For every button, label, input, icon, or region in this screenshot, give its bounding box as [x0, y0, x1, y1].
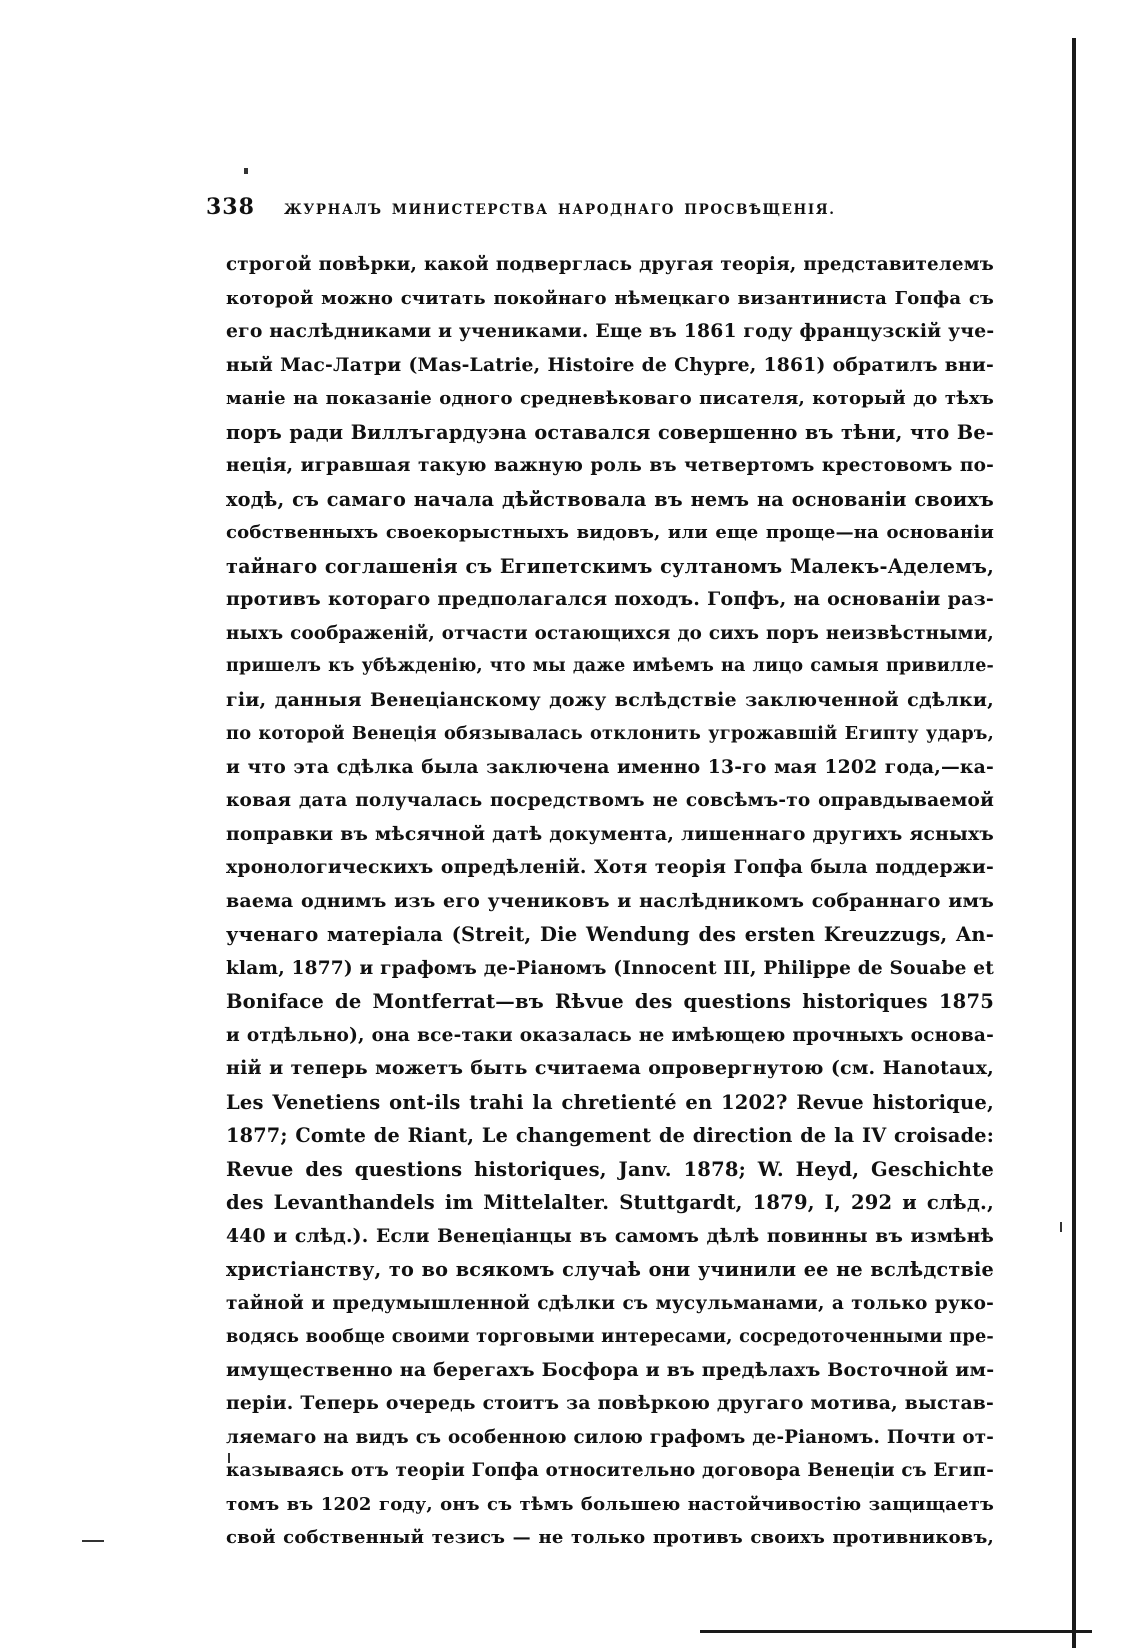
text-line: Revue des questions historiques, Janv. 1878; W. Heyd, Geschichte: [226, 1157, 994, 1181]
text-line: Boniface de Montferrat—въ Rѣvue des questions historiques 1875: [226, 990, 994, 1013]
margin-speck: [1060, 1222, 1062, 1232]
text-line: періи. Теперь очередь стоитъ за повѣркою другаго мотива, выстав-: [226, 1392, 994, 1414]
text-line: которой можно считать покойнаго нѣмецкаго византиниста Гопфа съ: [226, 287, 994, 309]
page-number: 338: [206, 194, 255, 220]
margin-mark: [82, 1540, 104, 1542]
text-line: строгой повѣрки, какой подверглась другая теорія, представителемъ: [226, 254, 994, 275]
text-line: собственныхъ своекорыстныхъ видовъ, или еще проще—на основаніи: [226, 522, 994, 543]
text-line: 1877; Comte de Riant, Le changement de direction de la IV croisade:: [226, 1124, 994, 1147]
text-line: томъ въ 1202 году, онъ съ тѣмъ большею настойчивостію защищаетъ: [226, 1493, 994, 1515]
text-line: маніе на показаніе одного средневѣковаго писателя, который до тѣхъ: [226, 388, 994, 409]
text-line: ній и теперь можетъ быть считаема опровергнутою (см. Hanotaux,: [226, 1057, 994, 1079]
text-line: и отдѣльно), она все-таки оказалась не имѣющею прочныхъ основа-: [226, 1024, 994, 1046]
text-line: и что эта сдѣлка была заключена именно 13-го мая 1202 года,—ка-: [226, 755, 994, 778]
text-line: 440 и слѣд.). Если Венеціанцы въ самомъ дѣлѣ повинны въ измѣнѣ: [226, 1224, 994, 1247]
bottom-edge-line: [700, 1630, 1092, 1633]
text-line: по которой Венеція обязывалась отклонить угрожавшій Египту ударъ,: [226, 723, 994, 744]
text-line: ходѣ, съ самаго начала дѣйствовала въ немъ на основаніи своихъ: [226, 487, 994, 511]
text-line: пришелъ къ убѣжденію, что мы даже имѣемъ на лицо самыя привилле-: [226, 656, 994, 676]
text-line: имущественно на берегахъ Босфора и въ предѣлахъ Восточной им-: [226, 1358, 995, 1381]
text-line: тайной и предумышленной сдѣлки съ мусульманами, а только руко-: [226, 1292, 994, 1314]
text-line: ный Мас-Латри (Mas-Latrie, Histoire de Chypre, 1861) обратилъ вни-: [226, 353, 994, 376]
margin-speck: [244, 168, 248, 174]
text-line: ляемаго на видъ съ особенною силою графомъ де-Ріаномъ. Почти от-: [226, 1426, 994, 1448]
text-line: противъ котораго предполагался походъ. Гопфъ, на основаніи раз-: [226, 588, 994, 610]
text-line: ковая дата получалась посредствомъ не совсѣмъ-то оправдываемой: [226, 790, 994, 811]
text-line: гіи, данныя Венеціанскому дожу вслѣдствіе заключенной сдѣлки,: [226, 688, 994, 711]
text-line: хронологическихъ опредѣленій. Хотя теорія Гопфа была поддержи-: [226, 856, 994, 878]
journal-title: ЖУРНАЛЪ МИНИСТЕРСТВА НАРОДНАГО ПРОСВѢЩЕНІЯ.: [284, 202, 836, 218]
text-line: водясь вообще своими торговыми интересами, сосредоточенными пре-: [226, 1326, 994, 1347]
text-line: неція, игравшая такую важную роль въ четвертомъ крестовомъ по-: [226, 455, 994, 476]
text-line: христіанству, то во всякомъ случаѣ они учинили ее не вслѣдствіе: [226, 1258, 994, 1281]
text-line: des Levanthandels im Mittelalter. Stuttgardt, 1879, I, 292 и слѣд.,: [226, 1191, 994, 1214]
text-line: ваема однимъ изъ его учениковъ и наслѣдникомъ собраннаго имъ: [226, 889, 994, 912]
binding-edge-line: [1072, 38, 1076, 1648]
text-line: казываясь отъ теоріи Гопфа относительно договора Венеціи съ Егип-: [226, 1460, 994, 1481]
text-line: его наслѣдниками и учениками. Еще въ 1861 году французскій уче-: [226, 320, 995, 342]
text-line: ученаго матеріала (Streit, Die Wendung des ersten Kreuzzugs, An-: [226, 923, 994, 946]
text-line: поръ ради Виллъгардуэна оставался совершенно въ тѣни, что Ве-: [226, 420, 994, 444]
body-text: [226, 248, 994, 1555]
text-line: Les Venetiens ont-ils trahi la chretienté en 1202? Revue historique,: [226, 1090, 994, 1114]
text-line: ныхъ соображеній, отчасти остающихся до сихъ поръ неизвѣстными,: [226, 622, 994, 644]
text-line: тайнаго соглашенія съ Египетскимъ султаномъ Малекъ-Аделемъ,: [226, 554, 994, 578]
text-line: поправки въ мѣсячной датѣ документа, лишеннаго другихъ ясныхъ: [226, 822, 994, 845]
text-line: klam, 1877) и графомъ де-Ріаномъ (Innocent III, Philippe de Souabe et: [226, 957, 994, 979]
running-head: [206, 194, 926, 224]
text-line: свой собственный тезисъ — не только противъ своихъ противниковъ,: [226, 1527, 994, 1548]
